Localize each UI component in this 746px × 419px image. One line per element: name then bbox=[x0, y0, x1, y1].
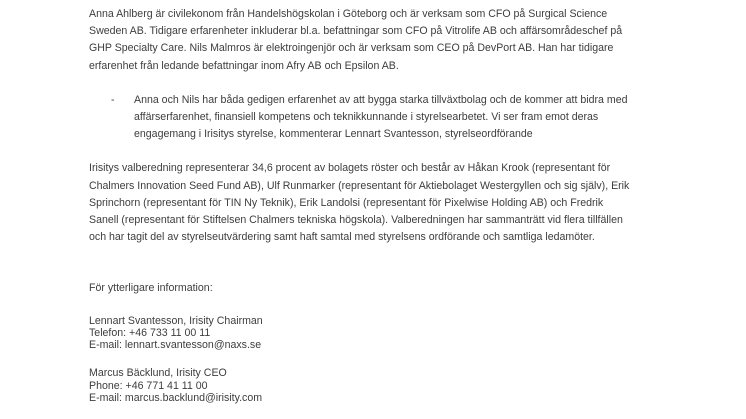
text-line: Sanell (representant för Stiftelsen Chalmers tekniska högskola). Valberedningen har sammanträtt vid flera tillfällen bbox=[89, 214, 623, 227]
text-line: Irisitys valberedning representerar 34,6 procent av bolagets röster och består av Håkan Krook (representant för bbox=[89, 162, 611, 175]
document-page bbox=[89, 6, 689, 404]
text-line: Sprinchorn (representant för TIN Ny Teknik), Erik Landolsi (representant för Pixelwise Holding AB) och Fredrik bbox=[89, 196, 604, 209]
text-line: Sweden AB. Tidigare erfarenheter inkluderar bl.a. befattningar som CFO på Vitrolife AB och affärsområdeschef på bbox=[89, 25, 623, 38]
contact-name: Lennart Svantesson, Irisity Chairman bbox=[89, 314, 263, 327]
quote-line: affärserfarenhet, finansiell kompetens och teknikkunnande i styrelsearbetet. Vi ser fram emot deras bbox=[134, 111, 599, 124]
contact-name: Marcus Bäcklund, Irisity CEO bbox=[89, 367, 227, 380]
paragraph-nomination-committee bbox=[89, 160, 689, 246]
contact-phone: Telefon: +46 733 11 00 11 bbox=[89, 326, 211, 339]
contact-email: E-mail: marcus.backlund@irisity.com bbox=[89, 392, 263, 405]
contact-ceo bbox=[89, 367, 689, 404]
text-line: Anna Ahlberg är civilekonom från Handelshögskolan i Göteborg och är verksam som CFO på Surgical Science bbox=[89, 8, 608, 20]
contact-phone: Phone: +46 771 41 11 00 bbox=[89, 379, 208, 392]
text-line: och har tagit del av styrelseutvärdering samt haft samtal med styrelsens ordförande och samtliga ledamöter. bbox=[89, 231, 595, 244]
contact-chairman bbox=[89, 315, 689, 352]
text-line: GHP Specialty Care. Nils Malmros är elektroingenjör och är verksam som CEO på DevPort AB. Han har tidigare bbox=[89, 42, 614, 55]
quote-line: Anna och Nils har båda gedigen erfarenhet av att bygga starka tillväxtbolag och de kommer att bidra med bbox=[134, 93, 628, 106]
info-heading: För ytterligare information: bbox=[89, 282, 213, 295]
bullet-dash: - bbox=[111, 93, 115, 106]
quote-line: engagemang i Irisitys styrelse, kommenterar Lennart Svantesson, styrelseordförande bbox=[134, 128, 533, 141]
paragraph-board-members bbox=[89, 6, 689, 75]
text-line: erfarenhet från ledande befattningar inom Afry AB och Epsilon AB. bbox=[89, 59, 399, 72]
text-line: Chalmers Innovation Seed Fund AB), Ulf Runmarker (representant för Aktiebolaget Westergyllen och sig själv), Erik bbox=[89, 179, 630, 192]
contact-email: E-mail: lennart.svantesson@naxs.se bbox=[89, 339, 262, 352]
chairman-quote bbox=[89, 92, 689, 144]
